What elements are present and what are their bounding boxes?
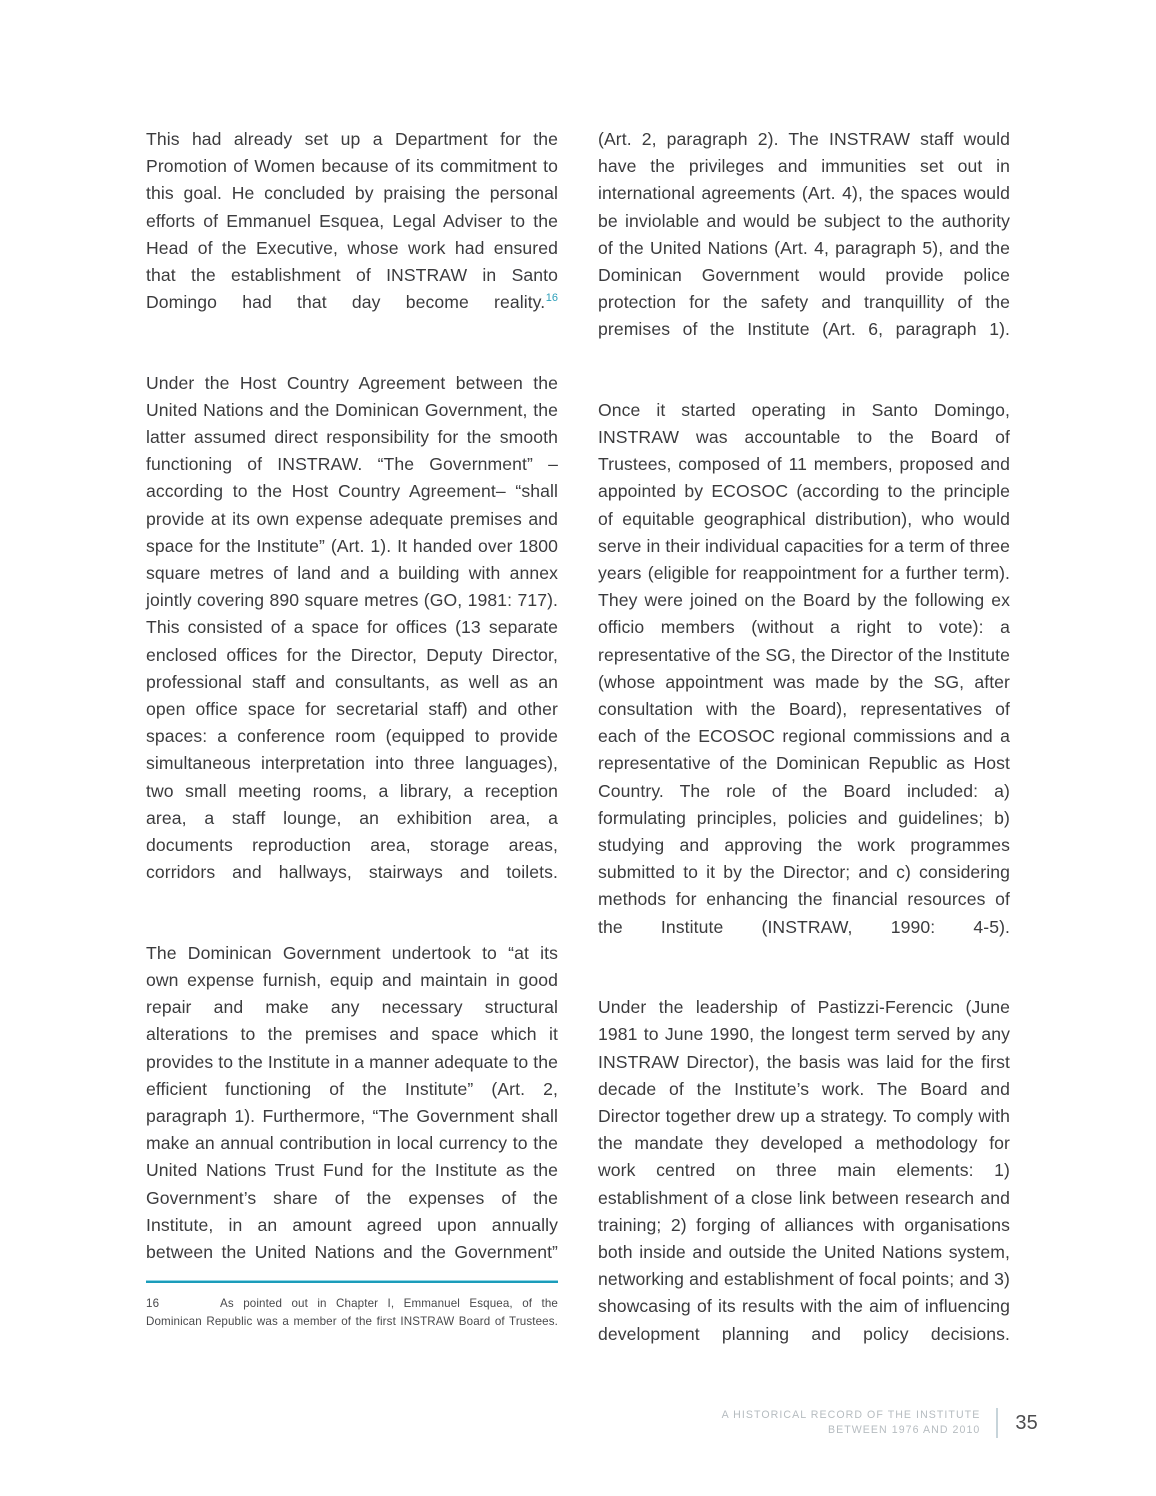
footnote-block — [146, 1281, 558, 1348]
paragraph-privileges-immunities: (Art. 2, paragraph 2). The INSTRAW staff would have the privileges and immunities set out in international agreements (Art. 4), the spaces would be inviolable and would be subject to the authority of the United Nations (Art. 4, paragraph 5), and the Dominican Government would provide police protection for the safety and tranquillity of the premises of the Institute (Art. 6, paragraph 1). — [598, 129, 1010, 340]
paragraph-host-country-agreement: Under the Host Country Agreement between the United Nations and the Dominican Government, the latter assumed direct responsibility for the smooth functioning of INSTRAW. “The Government” –according to the Host Country Agreement– “shall provide at its own expense adequate premises and space for the Institute” (Art. 1). It handed over 1800 square metres of land and a building with annex jointly covering 890 square metres (GO, 1981: 717). This consisted of a space for offices (13 separate enclosed offices for the Director, Deputy Director, professional staff and consultants, as well as an open office space for secretarial staff) and other spaces: a conference room (equipped to provide simultaneous interpretation into three languages), two small meeting rooms, a library, a reception area, a staff lounge, an exhibition area, a documents reproduction area, storage areas, corridors and hallways, stairways and toilets. — [146, 372, 558, 883]
paragraph-dominican-undertaking: The Dominican Government undertook to “at its own expense furnish, equip and maintain in good repair and make any necessary structural alterations to the premises and space which it provides to the Institute in a manner adequate to the efficient functioning of the Institute” (Art. 2, paragraph 1). Furthermore, “The Government shall make an annual contribution in local currency to the United Nations Trust Fund for the Institute as the Government’s share of the expenses of the Institute, in an amount agreed upon annually between the United Nations and the Government” — [146, 942, 558, 1262]
text-column-left — [146, 126, 558, 1348]
left-column-body — [146, 126, 558, 1293]
footnote-number: 16 — [146, 1297, 160, 1311]
right-column-body — [598, 126, 1010, 1375]
footnote-entry — [146, 1295, 558, 1348]
paragraph-text: This had already set up a Department for the Promotion of Women because of its commitment to this goal. He concluded by praising the personal efforts of Emmanuel Esquea, Legal Adviser to the Head of the Executive, whose work had ensured that the establishment of INSTRAW in Santo Domingo had that day become reality. — [146, 129, 558, 313]
page-content-area — [146, 126, 1014, 1348]
page-footer — [722, 1408, 1038, 1438]
footnote-body-text: As pointed out in Chapter I, Emmanuel Esquea, of the Dominican Republic was a member of the first INSTRAW Board of Trustees. — [146, 1297, 558, 1328]
paragraph-department-promotion — [146, 126, 558, 344]
page-number: 35 — [1015, 1412, 1038, 1434]
paragraph-board-of-trustees: Once it started operating in Santo Domingo, INSTRAW was accountable to the Board of Trustees, composed of 11 members, proposed and appointed by ECOSOC (according to the principle of equitable geographical distribution), who would serve in their individual capacities for a term of three years (eligible for reappointment for a further term). They were joined on the Board by the following ex officio members (without a right to vote): a representative of the SG, the Director of the Institute (whose appointment was made by the SG, after consultation with the Board), representatives of each of the ECOSOC regional commissions and a representative of the Dominican Republic as Host Country. The role of the Board included: a) formulating principles, policies and guidelines; b) studying and approving the work programmes submitted to it by the Director; and c) considering methods for enhancing the financial resources of the Institute (INSTRAW, 1990: 4-5). — [598, 399, 1010, 937]
running-head — [722, 1408, 997, 1438]
running-head-line-1: A HISTORICAL RECORD OF THE INSTITUTE — [721, 1409, 981, 1421]
footnote-separator-rule — [146, 1281, 558, 1283]
footnote-reference-16[interactable]: 16 — [545, 292, 558, 305]
text-column-right — [598, 126, 1010, 1348]
paragraph-pastizzi-ferencic: Under the leadership of Pastizzi-Ferencic (June 1981 to June 1990, the longest term served by any INSTRAW Director), the basis was laid for the first decade of the Institute’s work. The Board and Director together drew up a strategy. To comply with the mandate they developed a methodology for work centred on three main elements: 1) establishment of a close link between research and training; 2) forging of alliances with organisations both inside and outside the United Nations system, networking and establishment of focal points; and 3) showcasing of its results with the aim of influencing development planning and policy decisions. — [598, 997, 1010, 1344]
running-head-line-2: BETWEEN 1976 AND 2010 — [827, 1424, 981, 1436]
